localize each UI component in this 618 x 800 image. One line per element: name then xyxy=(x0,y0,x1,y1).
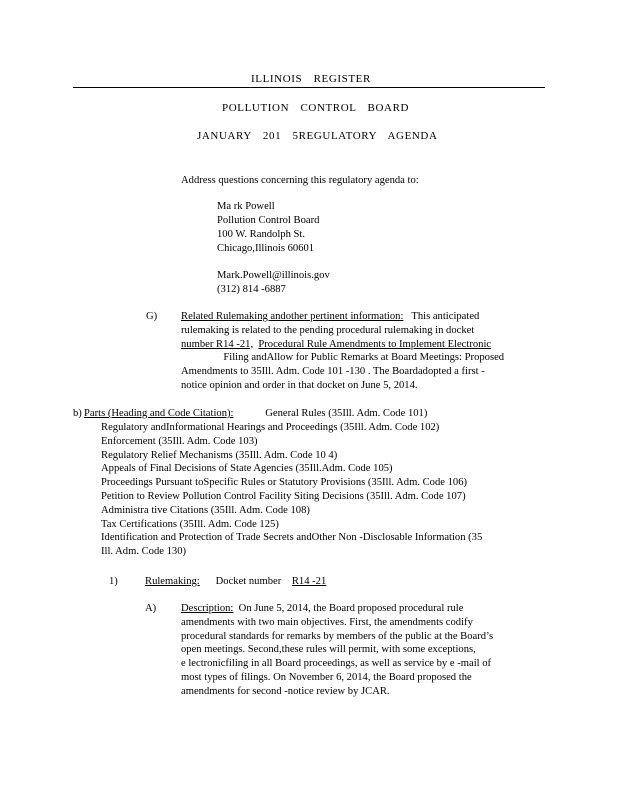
description-line: most types of filings. On November 6, 2014, the Board proposed the xyxy=(181,671,472,683)
docket-label: Docket number xyxy=(215,576,282,587)
description-line: procedural standards for remarks by members of the public at the Board’s xyxy=(181,630,494,642)
part-citation: Ill. Adm. Code 130) xyxy=(101,546,187,558)
section-g-docket-title: Procedural Rule Amendments to Implement Electronic xyxy=(258,338,492,350)
contact-street: 100 W. Randolph St. xyxy=(217,229,305,240)
part-citation: Proceedings Pursuant toSpecific Rules or Statutory Provisions (35Ill. Adm. Code 106) xyxy=(101,477,468,489)
section-g-paragraph xyxy=(181,310,504,393)
part-citation: Regulatory andInformational Hearings and Proceedings (35Ill. Adm. Code 102) xyxy=(101,422,440,433)
part-citation: Identification and Protection of Trade Secrets andOther Non -Disclosable Information (35 xyxy=(101,532,483,544)
section-g-marker: G) xyxy=(146,311,158,322)
contact-intro: Address questions concerning this regulatory agenda to: xyxy=(181,175,419,186)
section-b-label: Parts (Heading and Code Citation): xyxy=(84,408,234,419)
description-line: amendments for second -notice review by JCAR. xyxy=(181,685,390,697)
agenda-title: JANUARY 201 5REGULATORY AGENDA xyxy=(197,130,438,142)
contact-org: Pollution Control Board xyxy=(217,215,320,226)
contact-email: Mark.Powell@illinois.gov xyxy=(217,270,330,281)
agency-title: POLLUTION CONTROL BOARD xyxy=(222,102,410,114)
part-citation: Tax Certifications (35Ill. Adm. Code 125) xyxy=(101,518,279,530)
contact-name: Ma rk Powell xyxy=(217,201,275,212)
item-1-marker: 1) xyxy=(109,576,118,587)
header-rule xyxy=(73,87,545,88)
description-line: On June 5, 2014, the Board proposed procedural rule xyxy=(238,603,464,614)
part-citation: Enforcement (35Ill. Adm. Code 103) xyxy=(101,435,258,447)
description-line: open meetings. Second,these rules will permit, with some exceptions, xyxy=(181,644,476,656)
part-citation: Regulatory Relief Mechanisms (35Ill. Adm. Code 10 4) xyxy=(101,449,338,461)
item-1-label: Rulemaking: xyxy=(145,576,200,587)
docket-number: R14 -21 xyxy=(291,576,327,587)
contact-city: Chicago,Illinois 60601 xyxy=(217,243,315,254)
section-g-line: Filing andAllow for Public Remarks at Board Meetings: Proposed xyxy=(223,352,505,364)
contact-phone: (312) 814 -6887 xyxy=(217,284,286,295)
section-b-heading xyxy=(84,407,427,421)
register-title: ILLINOIS REGISTER xyxy=(251,73,371,85)
section-g-line: notice opinion and order in that docket on June 5, 2014. xyxy=(181,379,418,391)
part-citation: Petition to Review Pollution Control Facility Siting Decisions (35Ill. Adm. Code 107) xyxy=(101,490,466,502)
section-g-label: Related Rulemaking andother pertinent information: xyxy=(181,311,404,322)
section-g-line: This anticipated xyxy=(411,311,480,322)
description-line: amendments with two main objectives. First, the amendments codify xyxy=(181,616,473,628)
part-citation: General Rules (35Ill. Adm. Code 101) xyxy=(265,408,428,419)
section-g-docket: number R14 -21, xyxy=(181,338,254,350)
section-b-marker: b) xyxy=(73,408,82,419)
item-a-marker: A) xyxy=(145,603,157,614)
item-a-label: Description: xyxy=(181,603,234,614)
part-citation: Administra tive Citations (35Ill. Adm. Code 108) xyxy=(101,504,310,516)
item-1-line xyxy=(145,575,326,588)
section-g-line: rulemaking is related to the pending procedural rulemaking in docket xyxy=(181,324,475,336)
part-citation: Appeals of Final Decisions of State Agencies (35Ill.Adm. Code 105) xyxy=(101,463,393,475)
description-line: e lectronicfiling in all Board proceedings, as well as service by e -mail of xyxy=(181,658,492,670)
item-a-paragraph xyxy=(181,602,493,699)
section-g-line: Amendments to 35Ill. Adm. Code 101 -130 . The Boardadopted a first - xyxy=(181,366,485,378)
section-b-parts xyxy=(101,421,482,559)
